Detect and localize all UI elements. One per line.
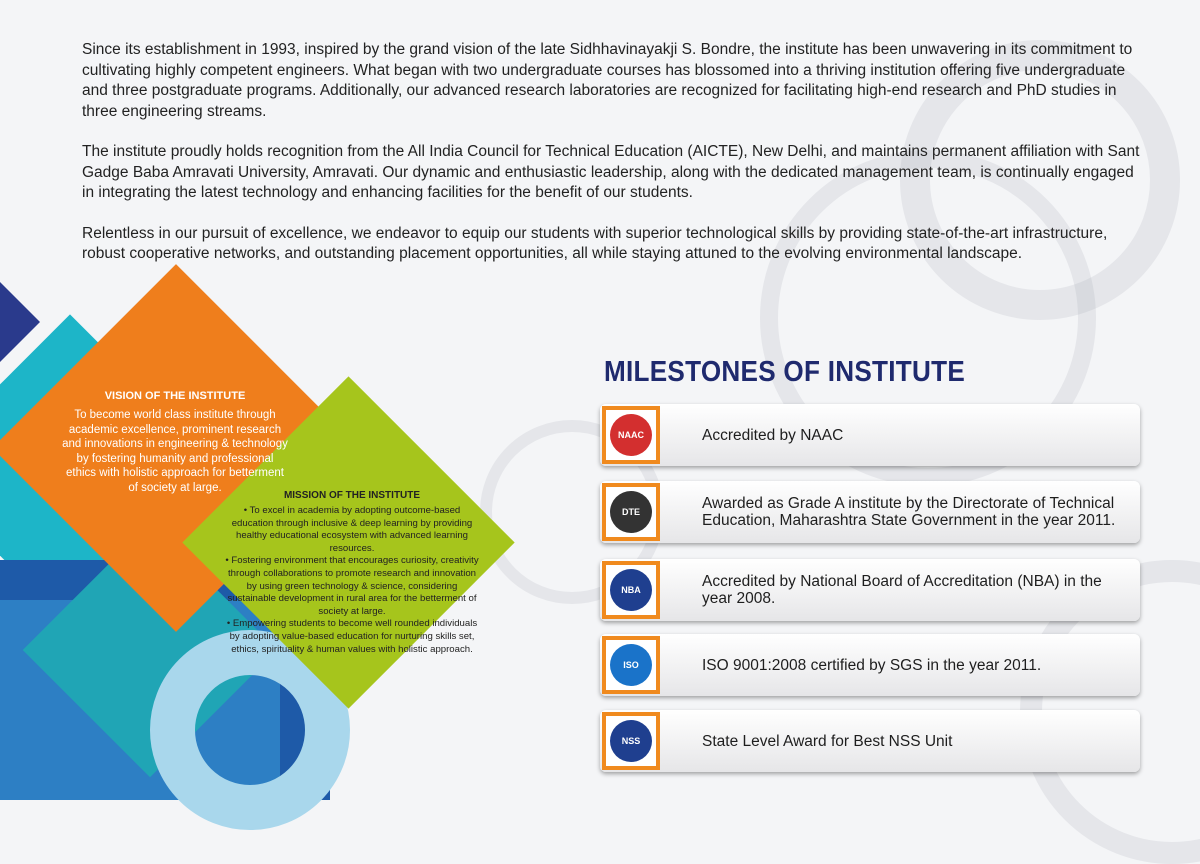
milestone-item <box>600 559 1140 621</box>
milestone-item <box>600 710 1140 772</box>
vision-block <box>60 390 290 495</box>
intro-paragraph: Since its establishment in 1993, inspired by the grand vision of the late Sidhhavinayakji S. Bondre, the institute has been unwavering in its commitment to cultivating highly competent engineers. What began with two undergraduate courses has blossomed into a thriving institution offering five undergraduate and three postgraduate programs. Additionally, our advanced research laboratories are recognized for facilitating high-end research and PhD studies in three engineering streams. <box>82 41 1133 120</box>
nba-seal: NBA <box>610 569 652 611</box>
nss-seal: NSS <box>610 720 652 762</box>
nss-logo-icon <box>602 712 660 770</box>
intro-paragraph: The institute proudly holds recognition from the All India Council for Technical Education (AICTE), New Delhi, and maintains permanent affiliation with Sant Gadge Baba Amravati University, Amravati. Our dynamic and enthusiastic leadership, along with the dedicated management team, is continually engaged in integrating the latest technology and enhancing facilities for the benefit of our students. <box>82 143 1140 201</box>
mission-point: • To excel in academia by adopting outcome-based education through inclusive & deep learning by providing healthy educational ecosystem with advanced learning resources. <box>231 505 473 554</box>
dte-logo-icon <box>602 483 660 541</box>
milestone-item <box>600 481 1140 543</box>
mission-block <box>222 490 482 656</box>
milestone-item <box>600 404 1140 466</box>
milestone-text: Awarded as Grade A institute by the Directorate of Technical Education, Maharashtra State Government in the year 2011. <box>702 495 1116 529</box>
mission-point: • Empowering students to become well rounded individuals by adopting value-based education for nurturing skills set, ethics, spirituality & human values with holistic approach. <box>226 618 478 655</box>
naac-logo-icon <box>602 406 660 464</box>
milestone-text: ISO 9001:2008 certified by SGS in the year 2011. <box>702 656 1042 674</box>
intro-text <box>82 40 1142 285</box>
mission-point: • Fostering environment that encourages curiosity, creativity through collaborations to promote research and innovation by using green technology & science, considering sustainable development in rural area for the betterment of society at large. <box>225 555 479 617</box>
milestone-text: Accredited by National Board of Accreditation (NBA) in the year 2008. <box>702 573 1102 607</box>
iso-seal: ISO <box>610 644 652 686</box>
nba-logo-icon <box>602 561 660 619</box>
milestones-title: MILESTONES OF INSTITUTE <box>604 356 965 388</box>
vision-title: VISION OF THE INSTITUTE <box>104 390 246 402</box>
vision-text: To become world class institute through academic excellence, prominent research and innovations in engineering & technology by fostering humanity and professional ethics with holistic approach for betterment of society at large. <box>62 409 288 494</box>
milestone-text: Accredited by NAAC <box>702 426 844 444</box>
dte-seal: DTE <box>610 491 652 533</box>
intro-paragraph: Relentless in our pursuit of excellence, we endeavor to equip our students with superior technological skills by providing state-of-the-art infrastructure, robust cooperative networks, and outstanding placement opportunities, all while staying attuned to the evolving environmental landscape. <box>82 224 1108 262</box>
mission-title: MISSION OF THE INSTITUTE <box>283 490 421 501</box>
milestone-text: State Level Award for Best NSS Unit <box>702 732 953 750</box>
iso-logo-icon <box>602 636 660 694</box>
milestone-item <box>600 634 1140 696</box>
naac-seal: NAAC <box>610 414 652 456</box>
